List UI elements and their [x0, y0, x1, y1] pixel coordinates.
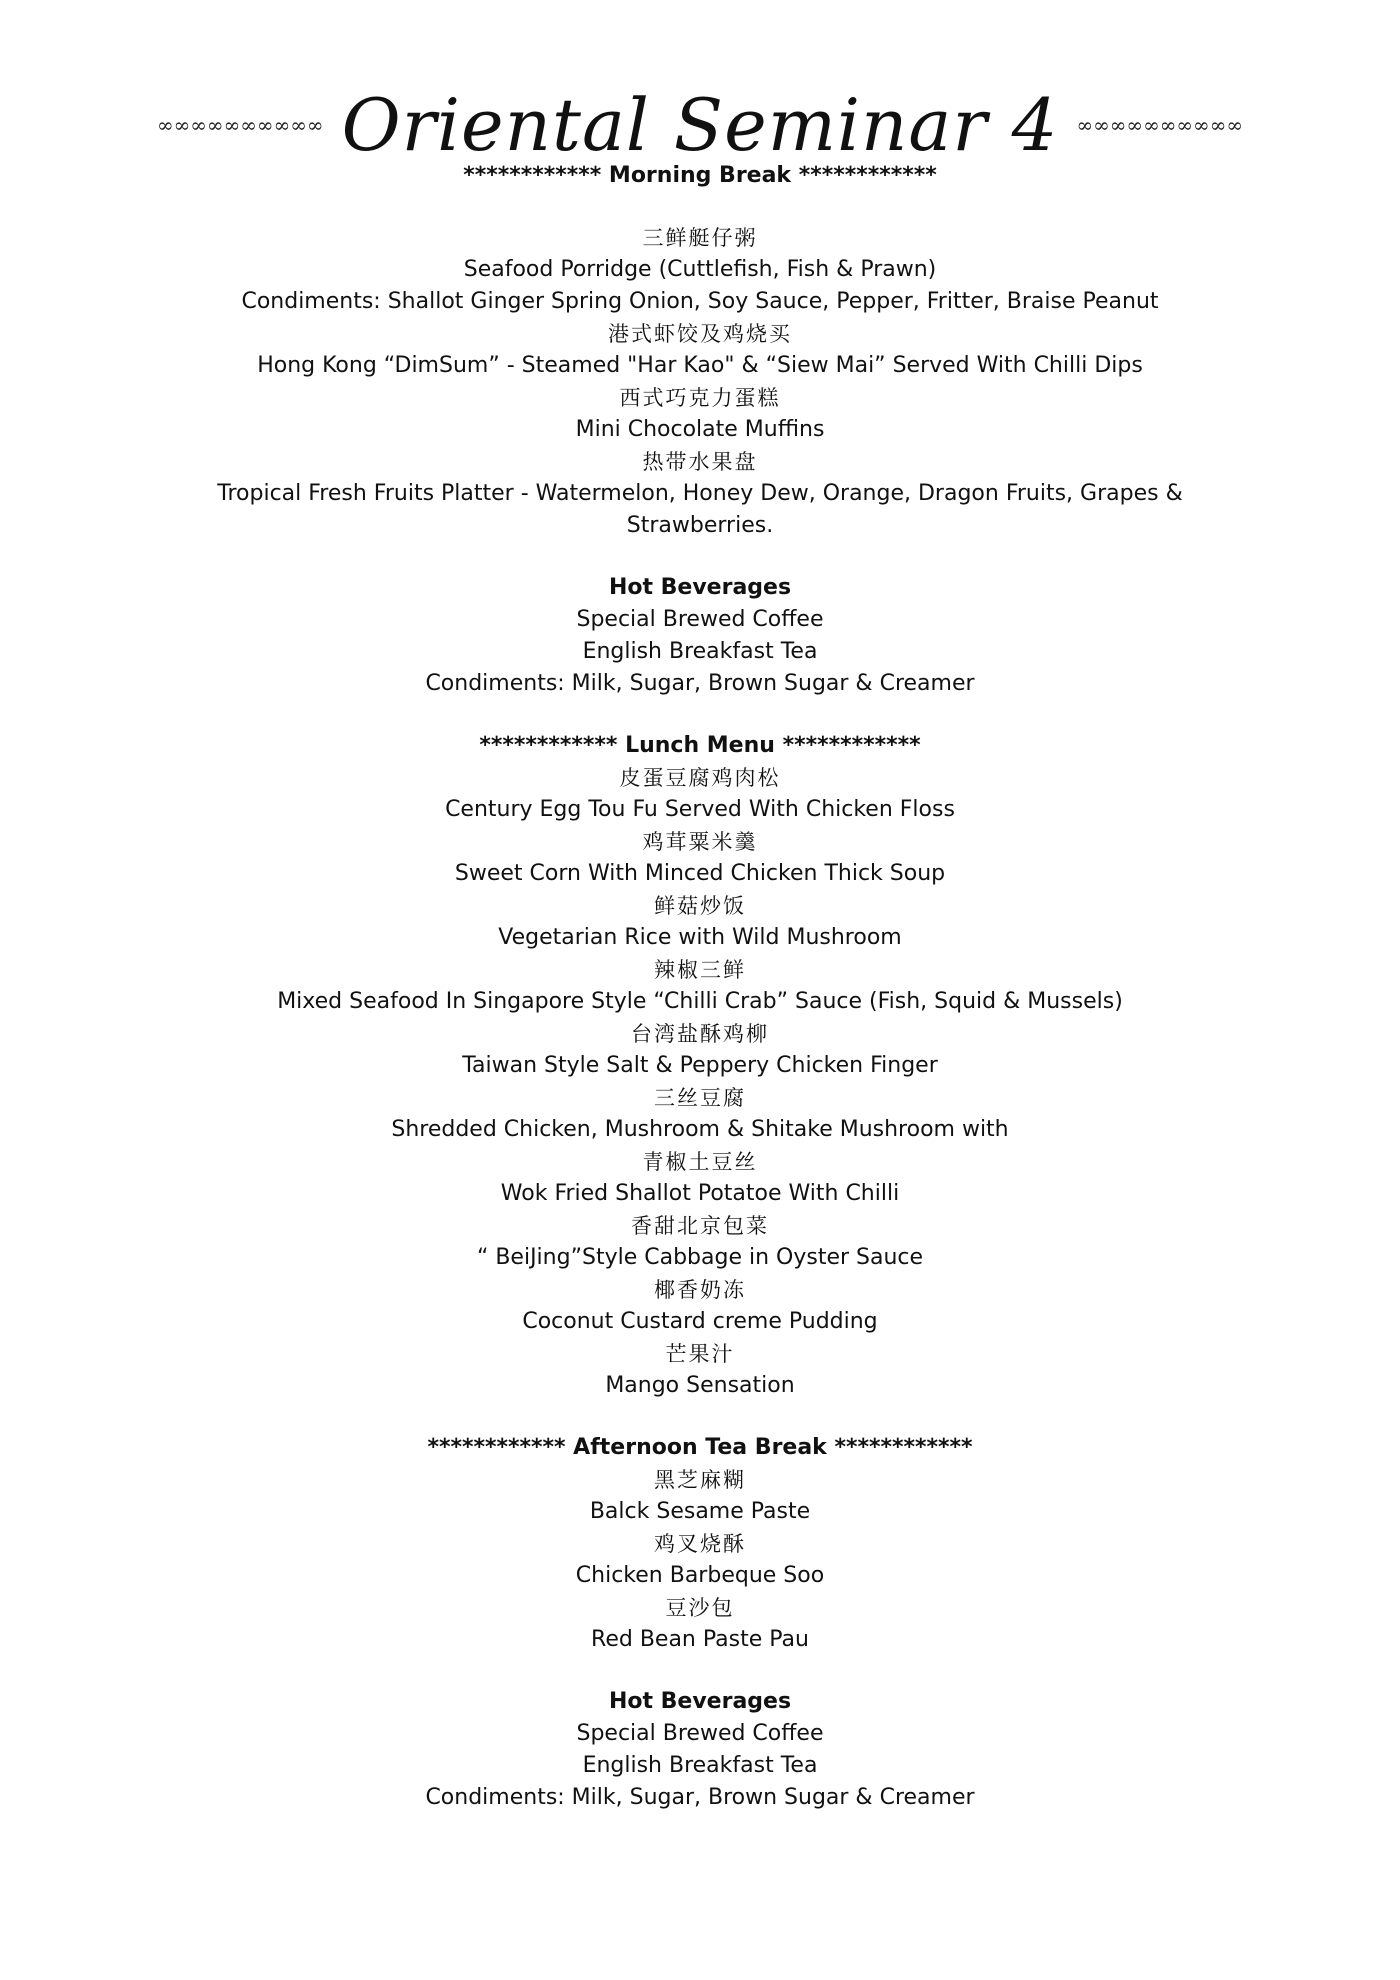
menu-item-chinese: 鲜菇炒饭 [654, 894, 746, 918]
menu-item: Red Bean Paste Pau [591, 1627, 809, 1652]
spacer [100, 700, 1300, 730]
menu-item: Coconut Custard creme Pudding [522, 1309, 878, 1334]
menu-item-chinese: 鸡茸粟米羹 [642, 830, 758, 854]
menu-item-chinese: 鸡叉烧酥 [654, 1532, 746, 1556]
menu-item: Taiwan Style Salt & Peppery Chicken Finger [462, 1053, 938, 1078]
menu-item-chinese: 芒果汁 [665, 1342, 735, 1366]
afternoon-tea-header: ************ Afternoon Tea Break ************ [427, 1435, 973, 1460]
title-ornament-left: ∞∞∞∞∞∞∞∞∞∞ [156, 113, 324, 137]
menu-body [100, 160, 1300, 1814]
beverage-item: Special Brewed Coffee [576, 1721, 824, 1746]
title-ornament-right: ∞∞∞∞∞∞∞∞∞∞ [1076, 113, 1244, 137]
menu-item: Tropical Fresh Fruits Platter - Watermelon, Honey Dew, Orange, Dragon Fruits, Grapes & [217, 481, 1183, 506]
menu-item-chinese: 豆沙包 [665, 1596, 735, 1620]
menu-item: “ BeiJing”Style Cabbage in Oyster Sauce [476, 1245, 924, 1270]
menu-item: Vegetarian Rice with Wild Mushroom [498, 925, 902, 950]
page-title: Oriental Seminar 4 [341, 83, 1059, 167]
spacer [100, 542, 1300, 572]
menu-item-chinese: 黑芝麻糊 [654, 1468, 746, 1492]
beverage-item: English Breakfast Tea [582, 1753, 818, 1778]
beverage-item: Special Brewed Coffee [576, 607, 824, 632]
menu-item-chinese: 香甜北京包菜 [631, 1214, 769, 1238]
menu-item-chinese: 皮蛋豆腐鸡肉松 [619, 766, 781, 790]
menu-item-chinese: 热带水果盘 [642, 450, 758, 474]
menu-item: Mini Chocolate Muffins [575, 417, 825, 442]
spacer [100, 1656, 1300, 1686]
morning-break-header: ************ Morning Break ************ [463, 163, 937, 188]
afternoon-beverages-header: Hot Beverages [608, 1689, 792, 1714]
menu-item-chinese: 三丝豆腐 [654, 1086, 746, 1110]
beverage-item: Condiments: Milk, Sugar, Brown Sugar & Creamer [425, 1785, 975, 1810]
menu-item-chinese: 椰香奶冻 [654, 1278, 746, 1302]
menu-item: Chicken Barbeque Soo [575, 1563, 825, 1588]
menu-item: Strawberries. [626, 513, 774, 538]
morning-beverages-header: Hot Beverages [608, 575, 792, 600]
beverage-item: Condiments: Milk, Sugar, Brown Sugar & Creamer [425, 671, 975, 696]
menu-item: Mixed Seafood In Singapore Style “Chilli Crab” Sauce (Fish, Squid & Mussels) [277, 989, 1123, 1014]
beverage-item: English Breakfast Tea [582, 639, 818, 664]
menu-item: Century Egg Tou Fu Served With Chicken Floss [445, 797, 955, 822]
menu-item: Sweet Corn With Minced Chicken Thick Soup [454, 861, 946, 886]
menu-item: Seafood Porridge (Cuttlefish, Fish & Prawn) [463, 257, 937, 282]
spacer [100, 192, 1300, 222]
menu-item: Hong Kong “DimSum” - Steamed "Har Kao" & “Siew Mai” Served With Chilli Dips [257, 353, 1143, 378]
menu-item-chinese: 青椒土豆丝 [642, 1150, 758, 1174]
menu-item: Balck Sesame Paste [589, 1499, 811, 1524]
menu-item: Shredded Chicken, Mushroom & Shitake Mushroom with [391, 1117, 1009, 1142]
menu-item-chinese: 台湾盐酥鸡柳 [631, 1022, 769, 1046]
menu-item-chinese: 辣椒三鲜 [654, 958, 746, 982]
spacer [100, 1402, 1300, 1432]
menu-item-chinese: 三鲜艇仔粥 [642, 226, 758, 250]
menu-item: Wok Fried Shallot Potatoe With Chilli [500, 1181, 900, 1206]
menu-item-chinese: 港式虾饺及鸡烧买 [608, 322, 792, 346]
menu-item: Condiments: Shallot Ginger Spring Onion, Soy Sauce, Pepper, Fritter, Braise Peanut [241, 289, 1159, 314]
menu-item: Mango Sensation [605, 1373, 795, 1398]
lunch-menu-header: ************ Lunch Menu ************ [479, 733, 921, 758]
menu-item-chinese: 西式巧克力蛋糕 [619, 386, 781, 410]
